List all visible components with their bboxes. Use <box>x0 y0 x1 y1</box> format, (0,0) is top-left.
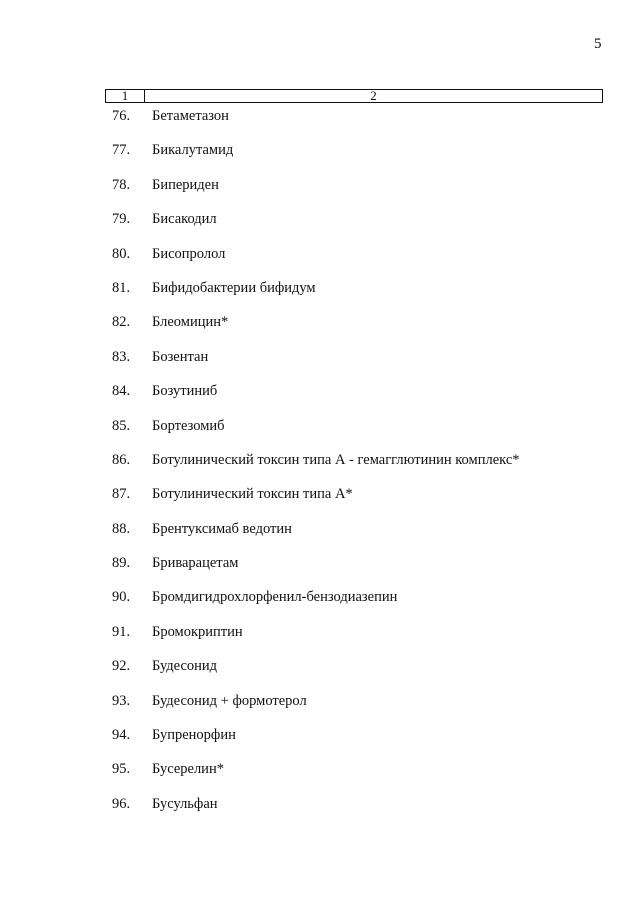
item-number: 80. <box>112 245 131 262</box>
item-number: 86. <box>112 451 131 468</box>
list-item <box>112 141 612 175</box>
item-name: Бусерелин* <box>152 761 224 778</box>
item-name: Бриварацетам <box>152 555 239 572</box>
item-name: Бикалутамид <box>152 142 234 159</box>
list-item <box>112 313 612 347</box>
item-number: 92. <box>112 658 131 675</box>
list-item <box>112 176 612 210</box>
list-item <box>112 795 612 829</box>
item-name: Бромдигидрохлорфенил-бензодиазепин <box>152 589 398 606</box>
item-number: 96. <box>112 795 131 812</box>
item-name: Блеомицин* <box>152 314 229 331</box>
item-number: 84. <box>112 383 131 400</box>
item-number: 87. <box>112 486 131 503</box>
list-item <box>112 520 612 554</box>
list-item <box>112 657 612 691</box>
item-number: 88. <box>112 520 131 537</box>
item-number: 95. <box>112 761 131 778</box>
list-item <box>112 554 612 588</box>
item-name: Бромокриптин <box>152 623 243 640</box>
item-number: 83. <box>112 348 131 365</box>
item-number: 90. <box>112 589 131 606</box>
item-number: 77. <box>112 142 131 159</box>
list-item <box>112 726 612 760</box>
list-item <box>112 485 612 519</box>
column-header-table <box>105 89 603 103</box>
item-number: 85. <box>112 417 131 434</box>
item-name: Ботулинический токсин типа А - гемагглютинин комплекс* <box>152 451 520 468</box>
item-number: 79. <box>112 211 131 228</box>
item-number: 94. <box>112 727 131 744</box>
column-header-1: 1 <box>106 90 145 102</box>
item-name: Бортезомиб <box>152 417 225 434</box>
item-name: Бозутиниб <box>152 383 218 400</box>
item-number: 78. <box>112 176 131 193</box>
item-name: Бусульфан <box>152 795 218 812</box>
item-number: 81. <box>112 279 131 296</box>
list-item <box>112 107 612 141</box>
list-item <box>112 210 612 244</box>
list-item <box>112 245 612 279</box>
item-name: Бифидобактерии бифидум <box>152 279 316 296</box>
item-name: Бипериден <box>152 176 219 193</box>
list-item <box>112 451 612 485</box>
list-item <box>112 623 612 657</box>
item-name: Будесонид <box>152 658 218 675</box>
item-name: Бетаметазон <box>152 108 229 124</box>
item-number: 93. <box>112 692 131 709</box>
list-item <box>112 692 612 726</box>
item-number: 82. <box>112 314 131 331</box>
drug-list <box>112 107 612 829</box>
item-name: Бисакодил <box>152 211 217 228</box>
item-name: Будесонид + формотерол <box>152 692 307 709</box>
list-item <box>112 348 612 382</box>
page-number: 5 <box>594 36 602 52</box>
column-header-2: 2 <box>370 88 377 103</box>
list-item <box>112 382 612 416</box>
item-name: Брентуксимаб ведотин <box>152 520 292 537</box>
item-number: 76. <box>112 108 131 124</box>
item-name: Бозентан <box>152 348 209 365</box>
list-item <box>112 279 612 313</box>
list-item <box>112 417 612 451</box>
item-number: 89. <box>112 555 131 572</box>
list-item <box>112 588 612 622</box>
item-name: Ботулинический токсин типа А* <box>152 486 353 503</box>
item-name: Бупренорфин <box>152 727 236 744</box>
item-name: Бисопролол <box>152 245 226 262</box>
list-item <box>112 760 612 794</box>
item-number: 91. <box>112 623 131 640</box>
